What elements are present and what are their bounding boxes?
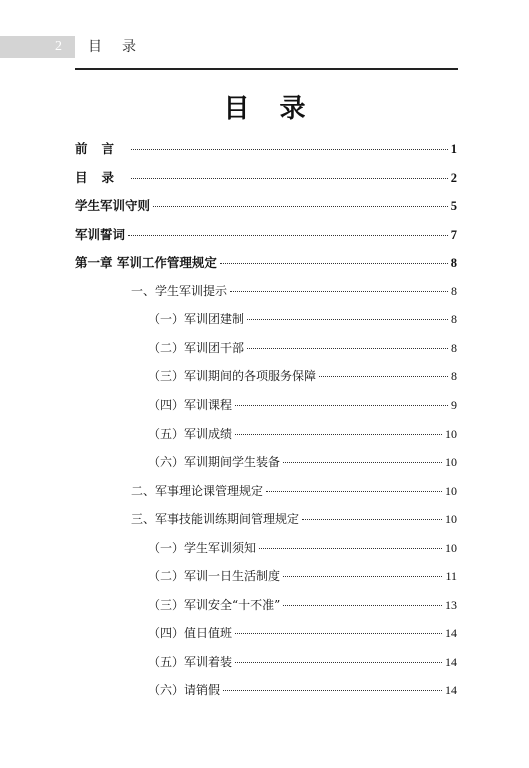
toc-entry-page: 11 <box>445 569 457 584</box>
toc-entry-label: （五）军训着装 <box>148 654 233 669</box>
toc-entry-label: （三）军训期间的各项服务保障 <box>148 369 317 384</box>
toc-entry[interactable] <box>148 367 457 385</box>
toc-entry[interactable] <box>75 225 457 243</box>
toc-entry-page: 14 <box>445 626 457 641</box>
dot-leader <box>283 576 442 577</box>
toc-entry-label: （一）学生军训须知 <box>148 540 257 555</box>
toc-entry-page: 10 <box>445 540 457 555</box>
dot-leader <box>283 605 442 606</box>
toc-entry-page: 5 <box>450 199 457 214</box>
toc-entry-label: （四）军训课程 <box>148 397 233 412</box>
dot-leader <box>259 548 442 549</box>
toc-entry[interactable] <box>148 539 457 557</box>
dot-leader <box>230 291 448 292</box>
toc-entry-page: 8 <box>451 369 457 384</box>
toc-entry-page: 10 <box>445 483 457 498</box>
toc-entry[interactable] <box>148 596 457 614</box>
toc-entry-label: （二）军训团干部 <box>148 340 245 355</box>
dot-leader <box>128 235 448 236</box>
toc-entry[interactable] <box>75 253 457 271</box>
toc-entry-label: 第一章 军训工作管理规定 <box>75 255 217 271</box>
toc-entry-label: 二、军事理论课管理规定 <box>131 483 264 498</box>
dot-leader <box>235 662 442 663</box>
toc-entry-label: （五）军训成绩 <box>148 426 233 441</box>
toc-entry-label: （三）军训安全“十不准” <box>148 597 281 612</box>
toc-entry[interactable] <box>131 510 457 528</box>
toc-entry-page: 2 <box>450 170 457 185</box>
toc-entry-label: 前言 <box>75 141 129 156</box>
toc-entry-page: 10 <box>445 455 457 470</box>
toc-entry[interactable] <box>148 681 457 699</box>
toc-entry-label: （一）军训团建制 <box>148 312 245 327</box>
toc-entry[interactable] <box>148 567 457 585</box>
toc-title: 目录 <box>223 94 336 124</box>
toc-entry[interactable] <box>75 196 457 214</box>
dot-leader <box>153 206 448 207</box>
toc-entry-page: 8 <box>451 340 457 355</box>
toc-entry[interactable] <box>148 624 457 642</box>
toc-entry[interactable] <box>131 482 457 500</box>
dot-leader <box>131 178 448 179</box>
toc-entry-page: 10 <box>445 512 457 527</box>
toc-entry-page: 7 <box>450 227 457 242</box>
toc-entry-label: （二）军训一日生活制度 <box>148 569 281 584</box>
toc-entry-label: （六）请销假 <box>148 683 221 698</box>
toc-entry-label: （六）军训期间学生装备 <box>148 455 281 470</box>
toc-entry-page: 1 <box>450 142 457 156</box>
toc-entry-label: 目录 <box>75 169 129 185</box>
dot-leader <box>223 690 442 691</box>
dot-leader <box>283 462 442 463</box>
dot-leader <box>235 405 448 406</box>
toc-entry[interactable] <box>148 453 457 471</box>
toc-entry-label: 三、军事技能训练期间管理规定 <box>131 512 300 527</box>
dot-leader <box>220 263 448 264</box>
toc-entry-label: 军训誓词 <box>75 226 126 242</box>
dot-leader <box>247 348 448 349</box>
toc-entry-page: 8 <box>451 283 457 298</box>
toc-entry-page: 8 <box>451 312 457 327</box>
toc-entry-page: 9 <box>451 397 457 412</box>
dot-leader <box>235 434 442 435</box>
toc-entry-page: 8 <box>450 256 457 271</box>
toc-entry-page: 10 <box>445 426 457 441</box>
dot-leader <box>247 319 448 320</box>
dot-leader <box>235 633 442 634</box>
running-header-title: 目录 <box>88 39 156 55</box>
toc-entry[interactable] <box>148 396 457 414</box>
toc-entry[interactable] <box>148 310 457 328</box>
dot-leader <box>302 519 442 520</box>
dot-leader <box>319 376 448 377</box>
toc-entry-page: 14 <box>445 683 457 698</box>
toc-entry[interactable] <box>148 339 457 357</box>
page-number: 2 <box>55 39 62 54</box>
dot-leader <box>131 149 448 150</box>
toc-entry[interactable] <box>131 282 457 300</box>
toc-entry[interactable] <box>75 168 457 186</box>
toc-entry-label: （四）值日值班 <box>148 626 233 641</box>
toc-entry-page: 14 <box>445 654 457 669</box>
toc-entry[interactable] <box>148 425 457 443</box>
toc-entry[interactable] <box>75 139 457 157</box>
toc-entry[interactable] <box>148 653 457 671</box>
toc-entry-page: 13 <box>445 597 457 612</box>
toc-entry-label: 一、学生军训提示 <box>131 283 228 298</box>
toc-entry-label: 学生军训守则 <box>75 198 151 214</box>
dot-leader <box>266 491 442 492</box>
